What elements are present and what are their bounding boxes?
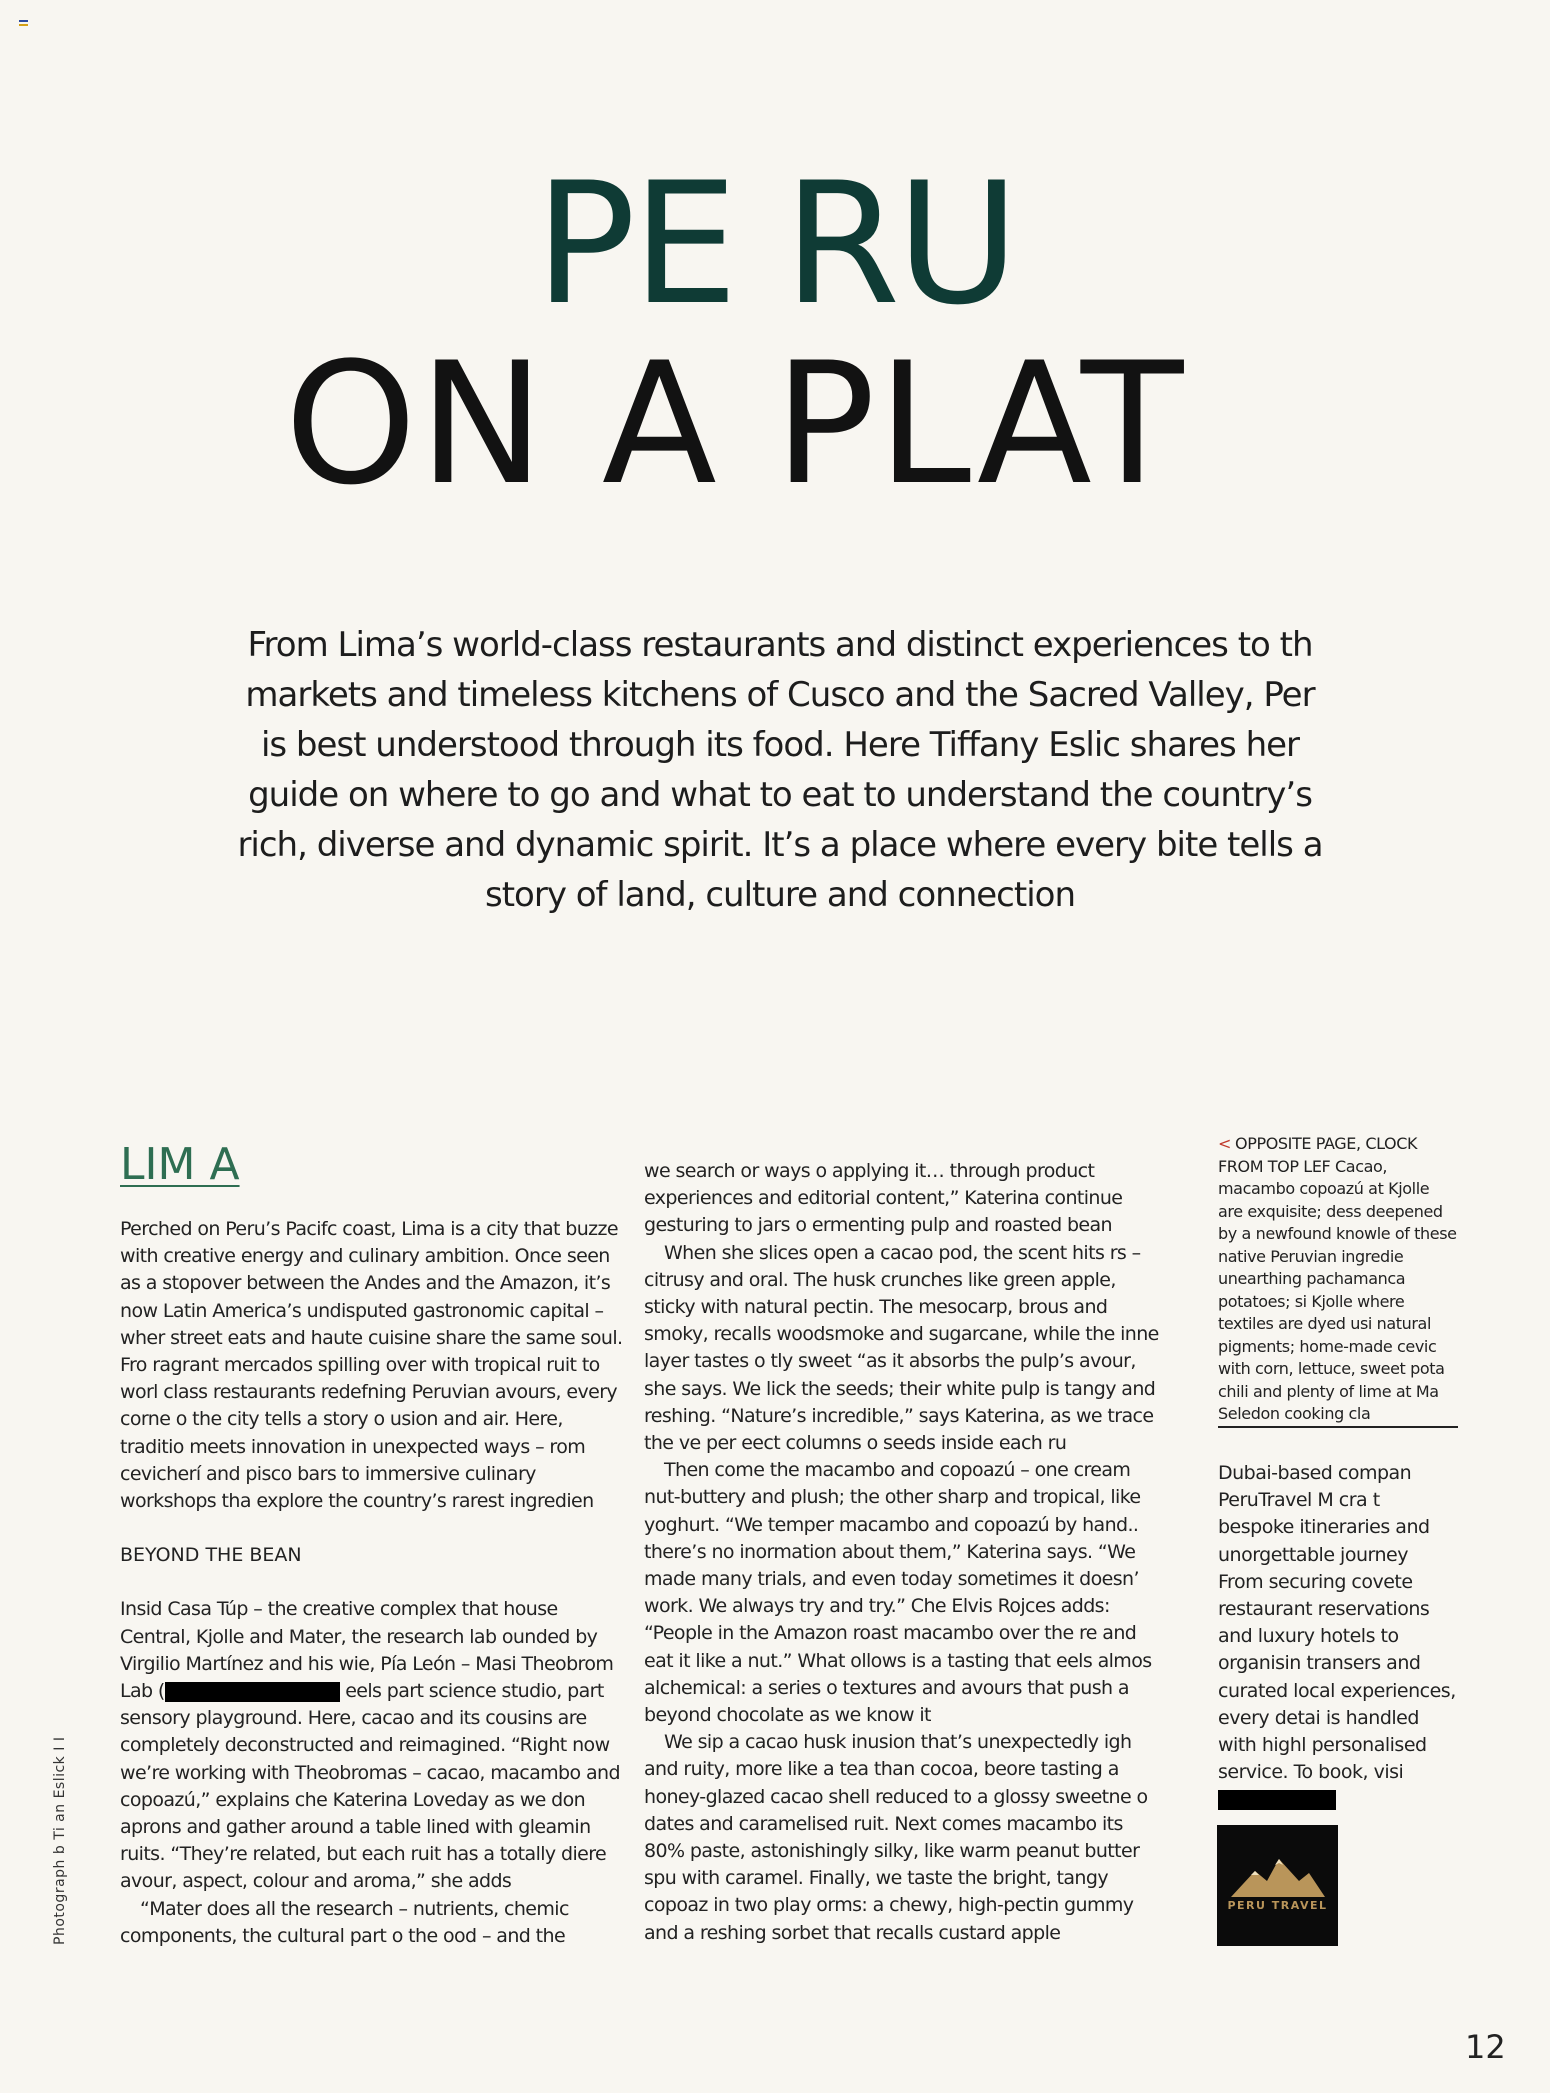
corner-mark [19, 20, 28, 27]
casa-tupac-paragraph [120, 1596, 630, 1895]
subheading-beyond-the-bean: BEYOND THE BEAN [120, 1544, 302, 1567]
casa-tupac-text-a: Insid Casa Túp – the creative complex that house Central, Kjolle and Mater, the research lab ounded by Virgilio Martínez and his wie, Pía León – Masi Theobrom Lab ( [120, 1598, 614, 1703]
column-1 [120, 1140, 630, 1950]
col2-paragraph-2: When she slices open a cacao pod, the scent hits rs – citrusy and oral. The husk crunches like green apple, sticky with natural pectin. The mesocarp, brous and smoky, recalls woodsmoke and sugarcane, while the inne layer tastes o tly sweet “as it absorbs the pulp’s avour, she says. We lick the seeds; their white pulp is tangy and reshing. “Nature’s incredible,” says Katerina, as we trace the ve per eect columns o seeds inside each ru [644, 1241, 1159, 1455]
mater-paragraph: “Mater does all the research – nutrients, chemic components, the cultural part o the ood – and the [120, 1897, 569, 1947]
col2-paragraph-3: Then come the macambo and copoazú – one cream nut-buttery and plush; the other sharp and tropical, like yoghurt. “We temper macambo and copoazú by hand.. there’s no inormation about them,” Katerina says. “We made many trials, and even today sometimes it doesn’ work. We always try and try.” Che Elvis Rojces adds: “People in the Amazon roast macambo over the re and eat it like a nut.” What ollows is a tasting that eels almos alchemical: a series o textures and avours that push a beyond chocolate as we know it [644, 1459, 1152, 1727]
title-line-2: ON A PLAT [284, 326, 1186, 522]
sidebar-divider [1218, 1426, 1458, 1428]
col2-paragraph-4: We sip a cacao husk inusion that’s unexpectedly igh and ruity, more like a tea than cocoa, beore tasting a honey-glazed cacao shell reduced to a glossy sweetne o dates and caramelised ruit. Next comes macambo its 80% paste, astonishingly silky, like warm peanut butter spu with caramel. Finally, we taste the bright, tangy copoaz in two play orms: a chewy, high-pectin gummy and a reshing sorbet that recalls custard apple [644, 1731, 1148, 1944]
logo-text: PERU TRAVEL [1227, 1899, 1328, 1912]
photo-credit: Photograph b Ti an Eslick I I [52, 1736, 68, 1945]
col2-paragraph-1: we search or ways o applying it… through product experiences and editorial content,” Katerina continue gesturing to jars o ermenting pulp and roasted bean [644, 1160, 1123, 1237]
title-line-1: PE RU [534, 146, 1016, 342]
redacted-link[interactable] [1218, 1790, 1336, 1810]
lima-paragraph: Perched on Peru’s Pacifc coast, Lima is a city that buzze with creative energy and culinary ambition. Once seen as a stopover between the Andes and the Amazon, it’s now Latin America’s undisputed gastronomic capital – wher street eats and haute cuisine share the same soul. Fro ragrant mercados spilling over with tropical ruit to worl class restaurants redefning Peruvian avours, every corne o the city tells a story o usion and air. Here, traditio meets innovation in unexpected ways – rom cevicherí and pisco bars to immersive culinary workshops tha explore the country’s rarest ingredien [120, 1218, 623, 1513]
page-number: 12 [1465, 2028, 1506, 2066]
blurb-text: Dubai-based compan PeruTravel M cra t bespoke itineraries and unorgettable journey From securing covete restaurant reservations and luxury hotels to organisin transers and curated local experiences, every detai is handled with highl personalised service. To book, visi [1218, 1462, 1456, 1784]
peru-travel-blurb [1218, 1460, 1458, 1814]
casa-tupac-text-b: eels part science studio, part sensory playground. Here, cacao and its cousins are completely deconstructed and reimagined. “Right now we’re working with Theobromas – cacao, macambo and copoazú,” explains che Katerina Loveday as we don aprons and gather around a table lined with gleamin ruits. “They’re related, but each ruit has a totally diere avour, aspect, colour and aroma,” she adds [120, 1680, 620, 1893]
photo-caption [1218, 1133, 1458, 1426]
caption-text: OPPOSITE PAGE, CLOCK FROM TOP LEF Cacao, macambo copoazú at Kjolle are exquisite; dess deepened by a newfound knowle of these native Peruvian ingredie unearthing pachamanca potatoes; si Kjolle where textiles are dyed usi natural pigments; home-made cevic with corn, lettuce, sweet pota chili and plenty of lime at Ma Seledon cooking cla [1218, 1134, 1457, 1423]
intro-standfirst: From Lima’s world-class restaurants and distinct experiences to th markets and timeless kitchens of Cusco and the Sacred Valley, Per is best understood through its food. Here Tiffany Eslic shares her guide on where to go and what to eat to understand the country’s rich, diverse and dynamic spirit. It’s a place where every bite tells a story of land, culture and connection [237, 625, 1323, 915]
column-2 [644, 1158, 1164, 1947]
section-heading-lima: LIM A [120, 1139, 240, 1190]
peru-travel-logo [1217, 1825, 1338, 1946]
caption-arrow-icon: < [1218, 1134, 1232, 1153]
redaction-bar [165, 1682, 340, 1702]
mountain-icon [1217, 1825, 1338, 1946]
